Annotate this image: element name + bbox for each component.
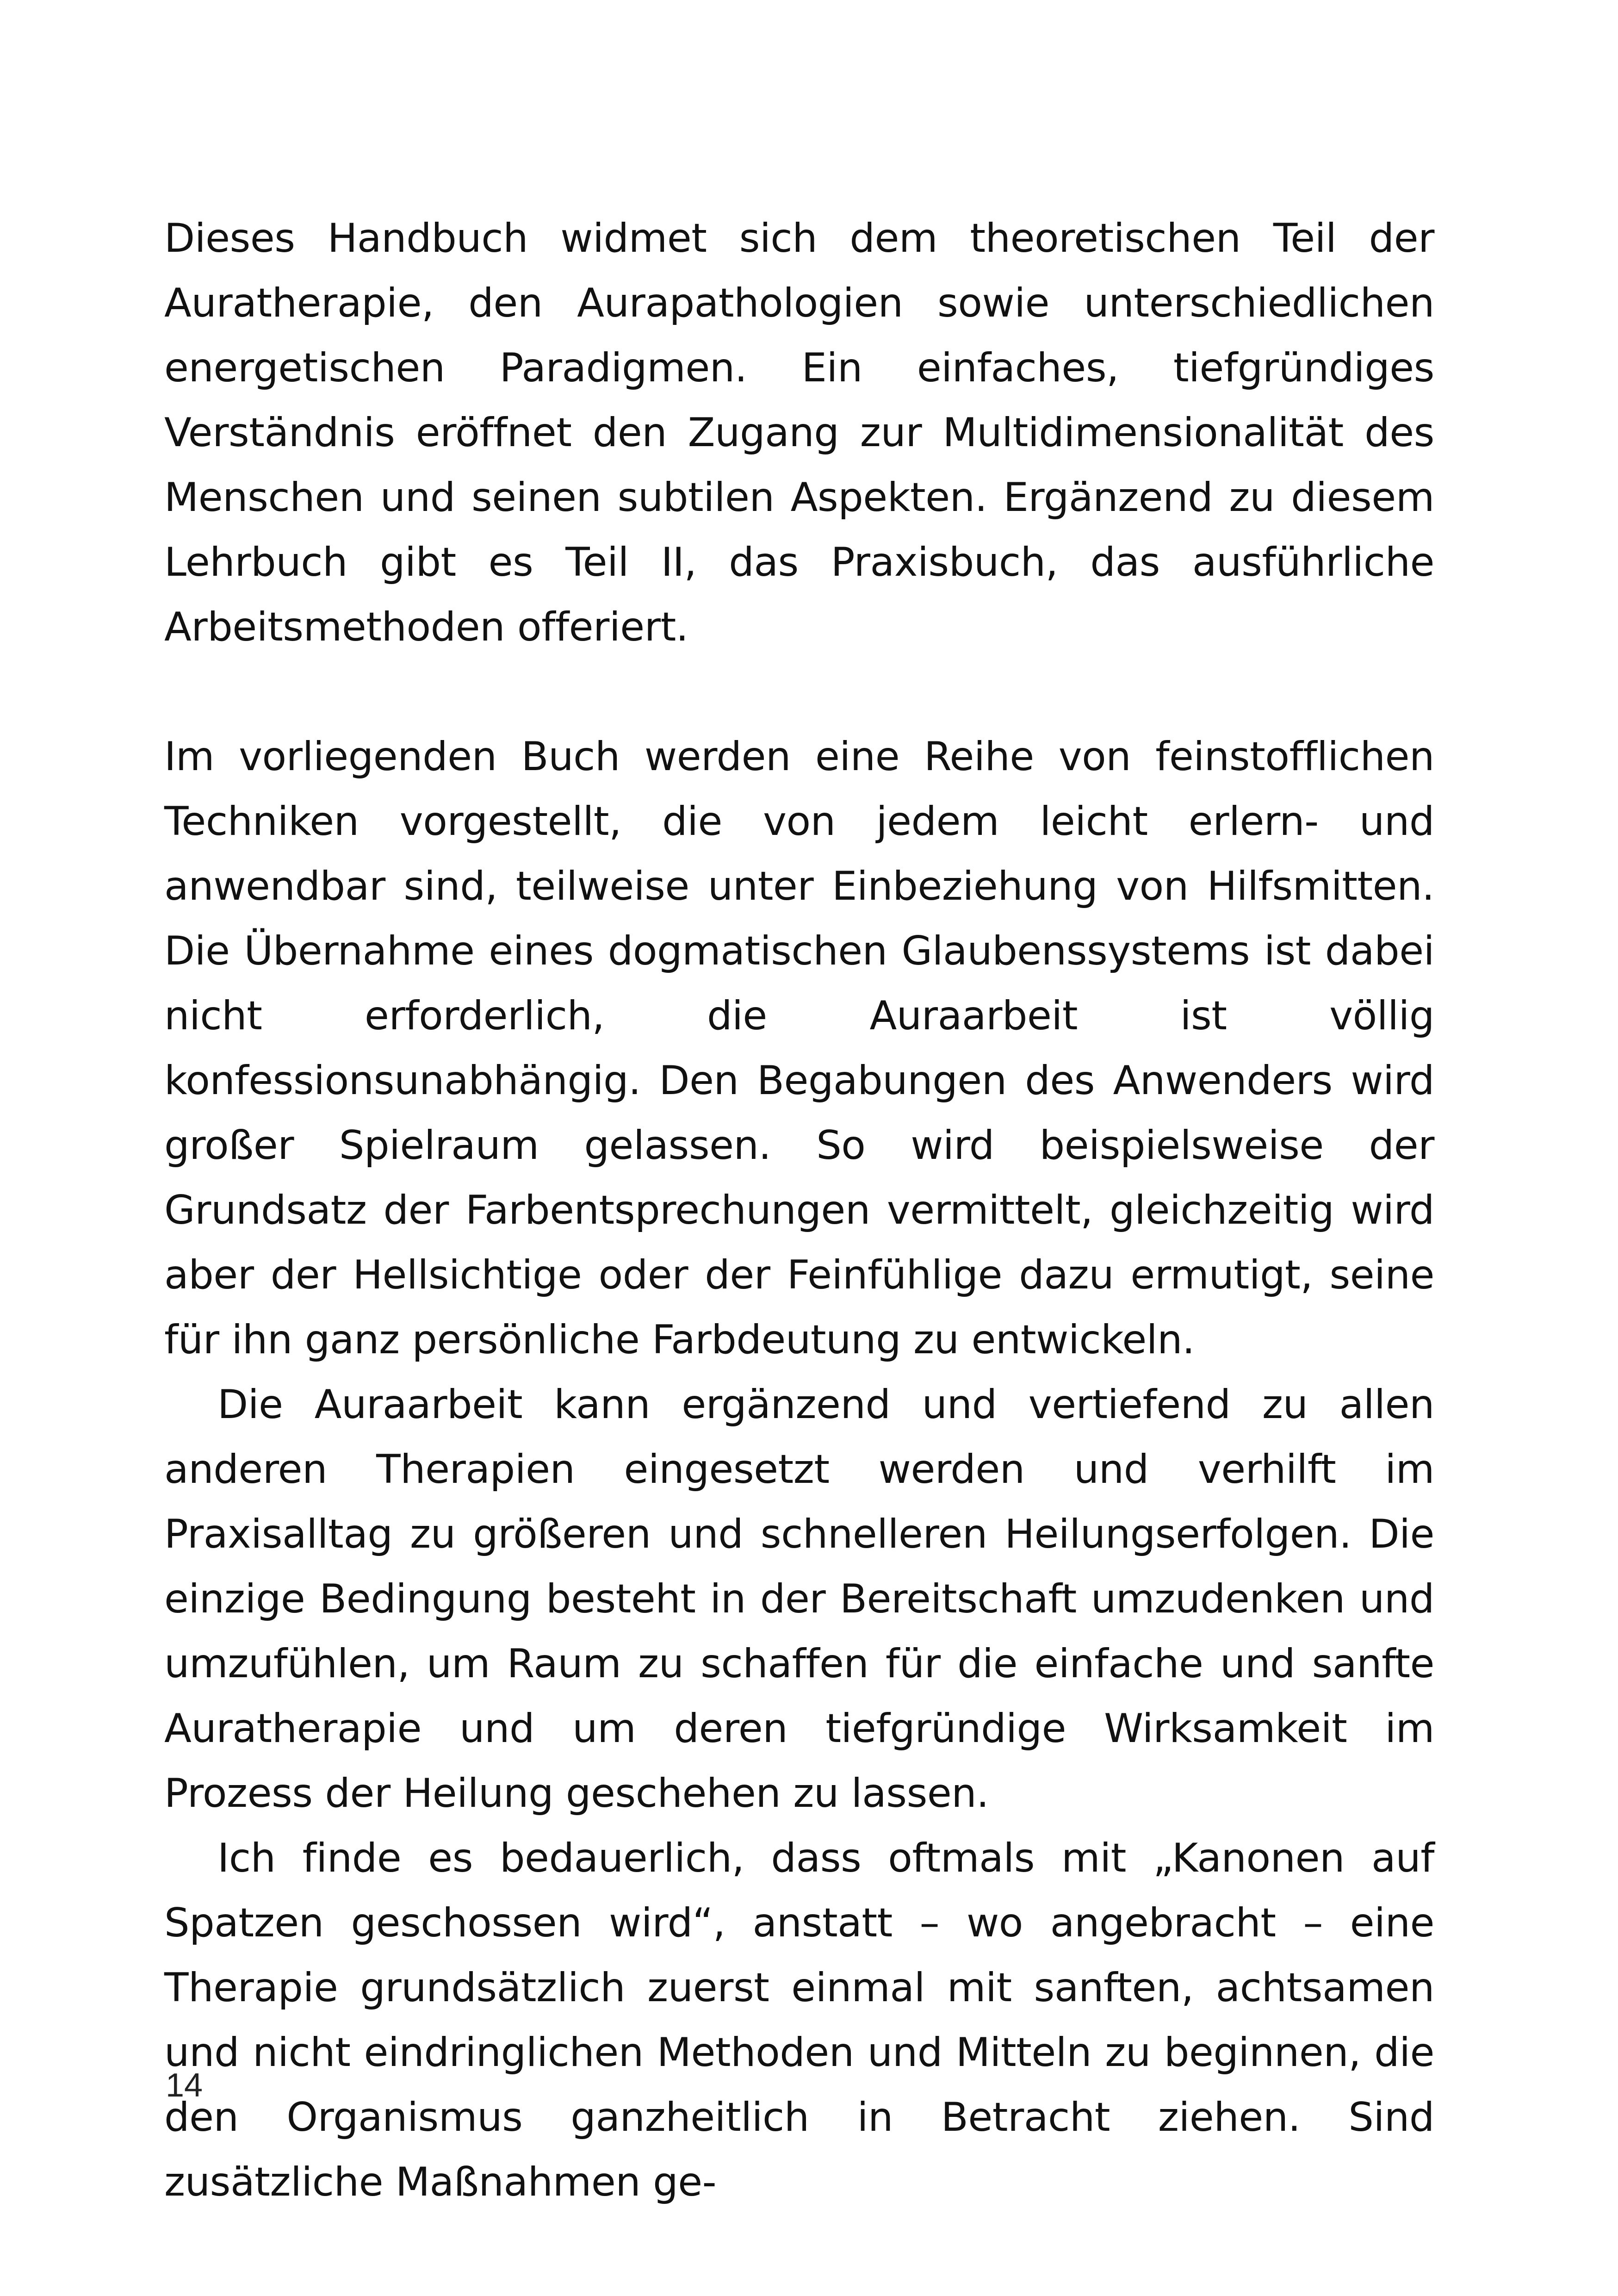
page-number: 14 [166, 2067, 203, 2104]
paragraph-techniques: Im vorliegenden Buch werden eine Reihe von feinstofflichen Techniken vorgestellt, die von jedem leicht erlern- und anwendbar sind, teilweise unter Einbeziehung von Hilfsmitten. Die Übernahme eines dogmatischen Glaubenssystems ist dabei nicht erforderlich, die Auraarbeit ist völlig konfessionsunabhängig. Den Begabungen des Anwenders wird großer Spielraum gelassen. So wird beispielsweise der Grundsatz der Farbentsprechungen vermittelt, gleichzeitig wird aber der Hellsichtige oder der Feinfühlige dazu ermutigt, seine für ihn ganz persönliche Farbdeutung zu entwickeln. [164, 734, 1434, 1363]
body-text [164, 206, 1434, 2215]
paragraph-aura-work: Die Auraarbeit kann ergänzend und vertiefend zu allen anderen Therapien eingesetzt werden und verhilft im Praxisalltag zu größeren und schnelleren Heilungserfolgen. Die einzige Bedingung besteht in der Bereitschaft umzudenken und umzufühlen, um Raum zu schaffen für die einfache und sanfte Auratherapie und um deren tiefgründige Wirksamkeit im Prozess der Heilung geschehen zu lassen. [164, 1381, 1434, 1817]
paragraph-introduction: Dieses Handbuch widmet sich dem theoretischen Teil der Auratherapie, den Aurapathologien sowie unterschiedlichen energetischen Paradigmen. Ein einfaches, tiefgründiges Verständnis eröffnet den Zugang zur Multidimensionalität des Menschen und seinen subtilen Aspekten. Ergänzend zu diesem Lehrbuch gibt es Teil II, das Praxisbuch, das ausführliche Arbeitsmethoden offeriert. [164, 215, 1434, 650]
paragraph-gentle-methods: Ich finde es bedauerlich, dass oftmals mit „Kanonen auf Spatzen geschossen wird“, anstatt – wo angebracht – eine Therapie grundsätzlich zuerst einmal mit sanften, achtsamen und nicht eindringlichen Methoden und Mitteln zu beginnen, die den Organismus ganzheitlich in Betracht ziehen. Sind zusätzliche Maßnahmen ge- [164, 1835, 1434, 2205]
